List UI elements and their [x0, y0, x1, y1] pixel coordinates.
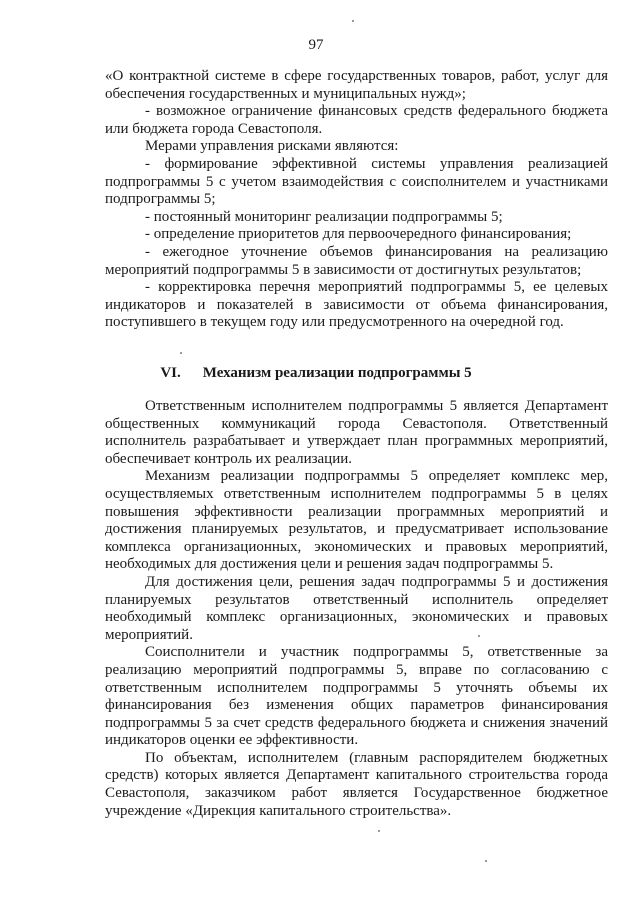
scan-speck	[478, 635, 480, 637]
scan-speck	[485, 860, 487, 862]
paragraph: Соисполнители и участник подпрограммы 5, ответственные за реализацию мероприятий подпрограммы 5, вправе по согласованию с ответственным исполнителем подпрограммы 5 уточнять объемы их финансирования без изменения общих параметров финансирования подпрограммы 5 за счет средств федерального бюджета и снижения значений индикаторов оценки ее эффективности.	[105, 644, 608, 749]
paragraph: - постоянный мониторинг реализации подпрограммы 5;	[145, 208, 503, 225]
scan-speck	[378, 830, 380, 832]
paragraph: - возможное ограничение финансовых средств федерального бюджета или бюджета города Севастополя.	[105, 103, 608, 137]
paragraph: - корректировка перечня мероприятий подпрограммы 5, ее целевых индикаторов и показателей в зависимости от объема финансирования, поступившего в текущем году или предусмотренного на очередной год.	[105, 279, 608, 331]
paragraph: - формирование эффективной системы управления реализацией подпрограммы 5 с учетом взаимодействия с соисполнителем и участниками подпрограммы 5;	[105, 155, 608, 208]
section-heading	[0, 364, 632, 382]
scan-speck	[352, 20, 354, 22]
section-number: VI.	[160, 365, 181, 381]
paragraph: - определение приоритетов для первоочередного финансирования;	[145, 226, 572, 243]
risk-management-text	[105, 68, 608, 332]
paragraph: «О контрактной системе в сфере государственных товаров, работ, услуг для обеспечения государственных и муниципальных нужд»;	[105, 68, 608, 102]
paragraph: Ответственным исполнителем подпрограммы 5 является Департамент общественных коммуникаций города Севастополя. Ответственный исполнитель разрабатывает и утверждает план программных мероприятий, обеспечивает контроль их реализации.	[105, 398, 608, 467]
paragraph: Для достижения цели, решения задач подпрограммы 5 и достижения планируемых результатов ответственный исполнитель определяет необходимый комплекс организационных, экономических и правовых мероприятий.	[105, 573, 608, 643]
page-number: 97	[308, 37, 324, 53]
scan-speck	[180, 352, 182, 354]
paragraph: По объектам, исполнителем (главным распорядителем бюджетных средств) которых является Департамент капитального строительства города Севастополя, заказчиком работ является Государственное бюджетное учреждение «Дирекция капитального строительства».	[105, 749, 608, 819]
paragraph: - ежегодное уточнение объемов финансирования на реализацию мероприятий подпрограммы 5 в зависимости от достигнутых результатов;	[105, 243, 608, 278]
paragraph: Механизм реализации подпрограммы 5 определяет комплекс мер, осуществляемых ответственным исполнителем подпрограммы 5 в целях повышения эффективности реализации программных мероприятий и достижения планируемых результатов, и предусматривает использование комплекса организационных, экономических и правовых мероприятий, необходимых для достижения цели и решения задач подпрограммы 5.	[105, 468, 608, 573]
section-title: Механизм реализации подпрограммы 5	[202, 365, 472, 381]
section-body	[105, 398, 608, 820]
paragraph: Мерами управления рисками являются:	[145, 138, 399, 155]
